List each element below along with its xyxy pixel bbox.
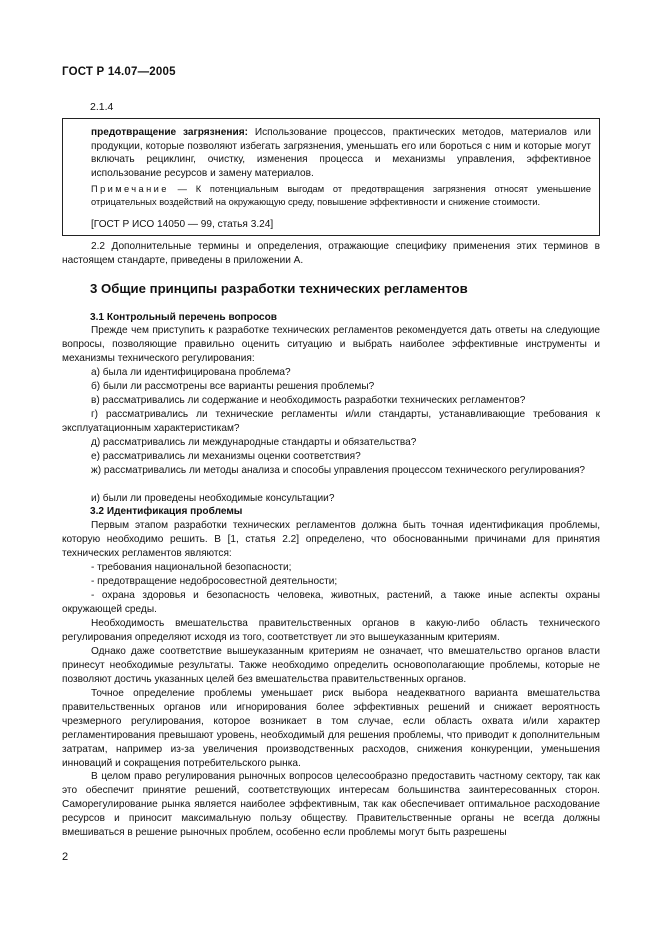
paragraph-3-2-c: Однако даже соответствие вышеуказанным критериям не означает, что вмешательство органов власти принесут необходимые результаты. Также необходимо определить основополагающие проблемы, которые не позволяют достичь указанных целей без вмешательства правительственных органов.	[62, 646, 600, 686]
definition-body: Использование процессов, практических методов, материалов или продукции, которые позволяют избегать загрязнения, уменьшать его или бороться с ним и которые могут включать рециклинг, очистку, изменения процесса и механизмы управления, эффективное использование ресурсов и замену материалов.	[91, 127, 591, 180]
definition-box	[62, 118, 600, 236]
question-item: е) рассматривались ли механизмы оценки соответствия?	[91, 451, 361, 462]
question-item: а) была ли идентифицирована проблема?	[91, 367, 291, 378]
definition-reference: [ГОСТ Р ИСО 14050 — 99, статья 3.24]	[91, 219, 274, 230]
definition-text	[91, 126, 591, 181]
definition-note	[91, 183, 591, 209]
paragraph-3-2-d: Точное определение проблемы уменьшает риск выбора неадекватного варианта вмешательства правительственных органов или игнорирования более эффективных решений и снижает вероятность чрезмерного регулирования, которое возникает в том случае, если область охвата и/или характер регламентирования превышают уровень, необходимый для решения проблемы, что приводит к дополнительным затратам, например из-за увеличения производственных расходов, снижения конкуренции, уменьшения инноваций и сокращения потребительского рынка.	[62, 688, 600, 770]
reason-item: - охрана здоровья и безопасность человека, животных, растений, а также иные аспекты охраны окружающей среды.	[62, 590, 600, 616]
paragraph-3-2-e: В целом право регулирования рыночных вопросов целесообразно предоставить частному сектору, так как это обеспечит принятие решений, соответствующих интересам большинства заинтересованных сторон. Саморегулирование рынка является наиболее эффективным, так как обеспечивает оптимальное расходование ресурсов и приносит максимальную пользу обществу. Правительственные органы не всегда должны вмешиваться в решение рыночных проблем, особенно если проблемы могут быть разрешены	[62, 771, 600, 839]
reason-item: - предотвращение недобросовестной деятельности;	[91, 576, 338, 587]
paragraph-3-1: Прежде чем приступить к разработке технических регламентов рекомендуется дать ответы на следующие вопросы, позволяющие правильно оценить ситуацию и выбрать наиболее эффективные инструменты и механизмы технического регулирования:	[62, 325, 600, 365]
question-item: в) рассматривались ли содержание и необходимость разработки технических регламентов?	[91, 395, 526, 406]
clause-number: 2.1.4	[90, 101, 114, 113]
question-item: д) рассматривались ли международные стандарты и обязательства?	[91, 437, 417, 448]
page-number: 2	[62, 851, 69, 863]
definition-term: предотвращение загрязнения:	[91, 127, 248, 138]
paragraph-3-2-a: Первым этапом разработки технических регламентов должна быть точная идентификация проблемы, которую необходимо решить. В [1, статья 2.2] определено, что обоснованными причинами для принятия технических регламентов являются:	[62, 520, 600, 560]
question-item: и) были ли проведены необходимые консультации?	[91, 493, 335, 504]
document-header: ГОСТ Р 14.07—2005	[62, 66, 176, 78]
paragraph-2-2: 2.2 Дополнительные термины и определения, отражающие специфику применения этих терминов в настоящем стандарте, приведены в приложении А.	[62, 241, 600, 267]
question-item: г) рассматривались ли технические регламенты и/или стандарты, устанавливающие требования к эксплуатационным характеристикам?	[62, 409, 600, 435]
note-label: Примечание	[91, 184, 169, 194]
note-text: — К потенциальным выгодам от предотвращения загрязнения относят уменьшение отрицательных воздействий на окружающую среду, повышение эффективности и снижение стоимости.	[91, 184, 591, 207]
section-3-heading: 3 Общие принципы разработки технических регламентов	[90, 281, 468, 296]
question-item: ж) рассматривались ли методы анализа и способы управления процессом технического регулирования?	[91, 465, 586, 476]
question-item: б) были ли рассмотрены все варианты решения проблемы?	[91, 381, 375, 392]
subsection-3-1-heading: 3.1 Контрольный перечень вопросов	[90, 312, 277, 323]
subsection-3-2-heading: 3.2 Идентификация проблемы	[90, 506, 243, 517]
paragraph-3-2-b: Необходимость вмешательства правительственных органов в какую-либо область технического регулирования определяют исходя из того, соответствует ли это вышеуказанным критериям.	[62, 618, 600, 644]
reason-item: - требования национальной безопасности;	[91, 562, 292, 573]
